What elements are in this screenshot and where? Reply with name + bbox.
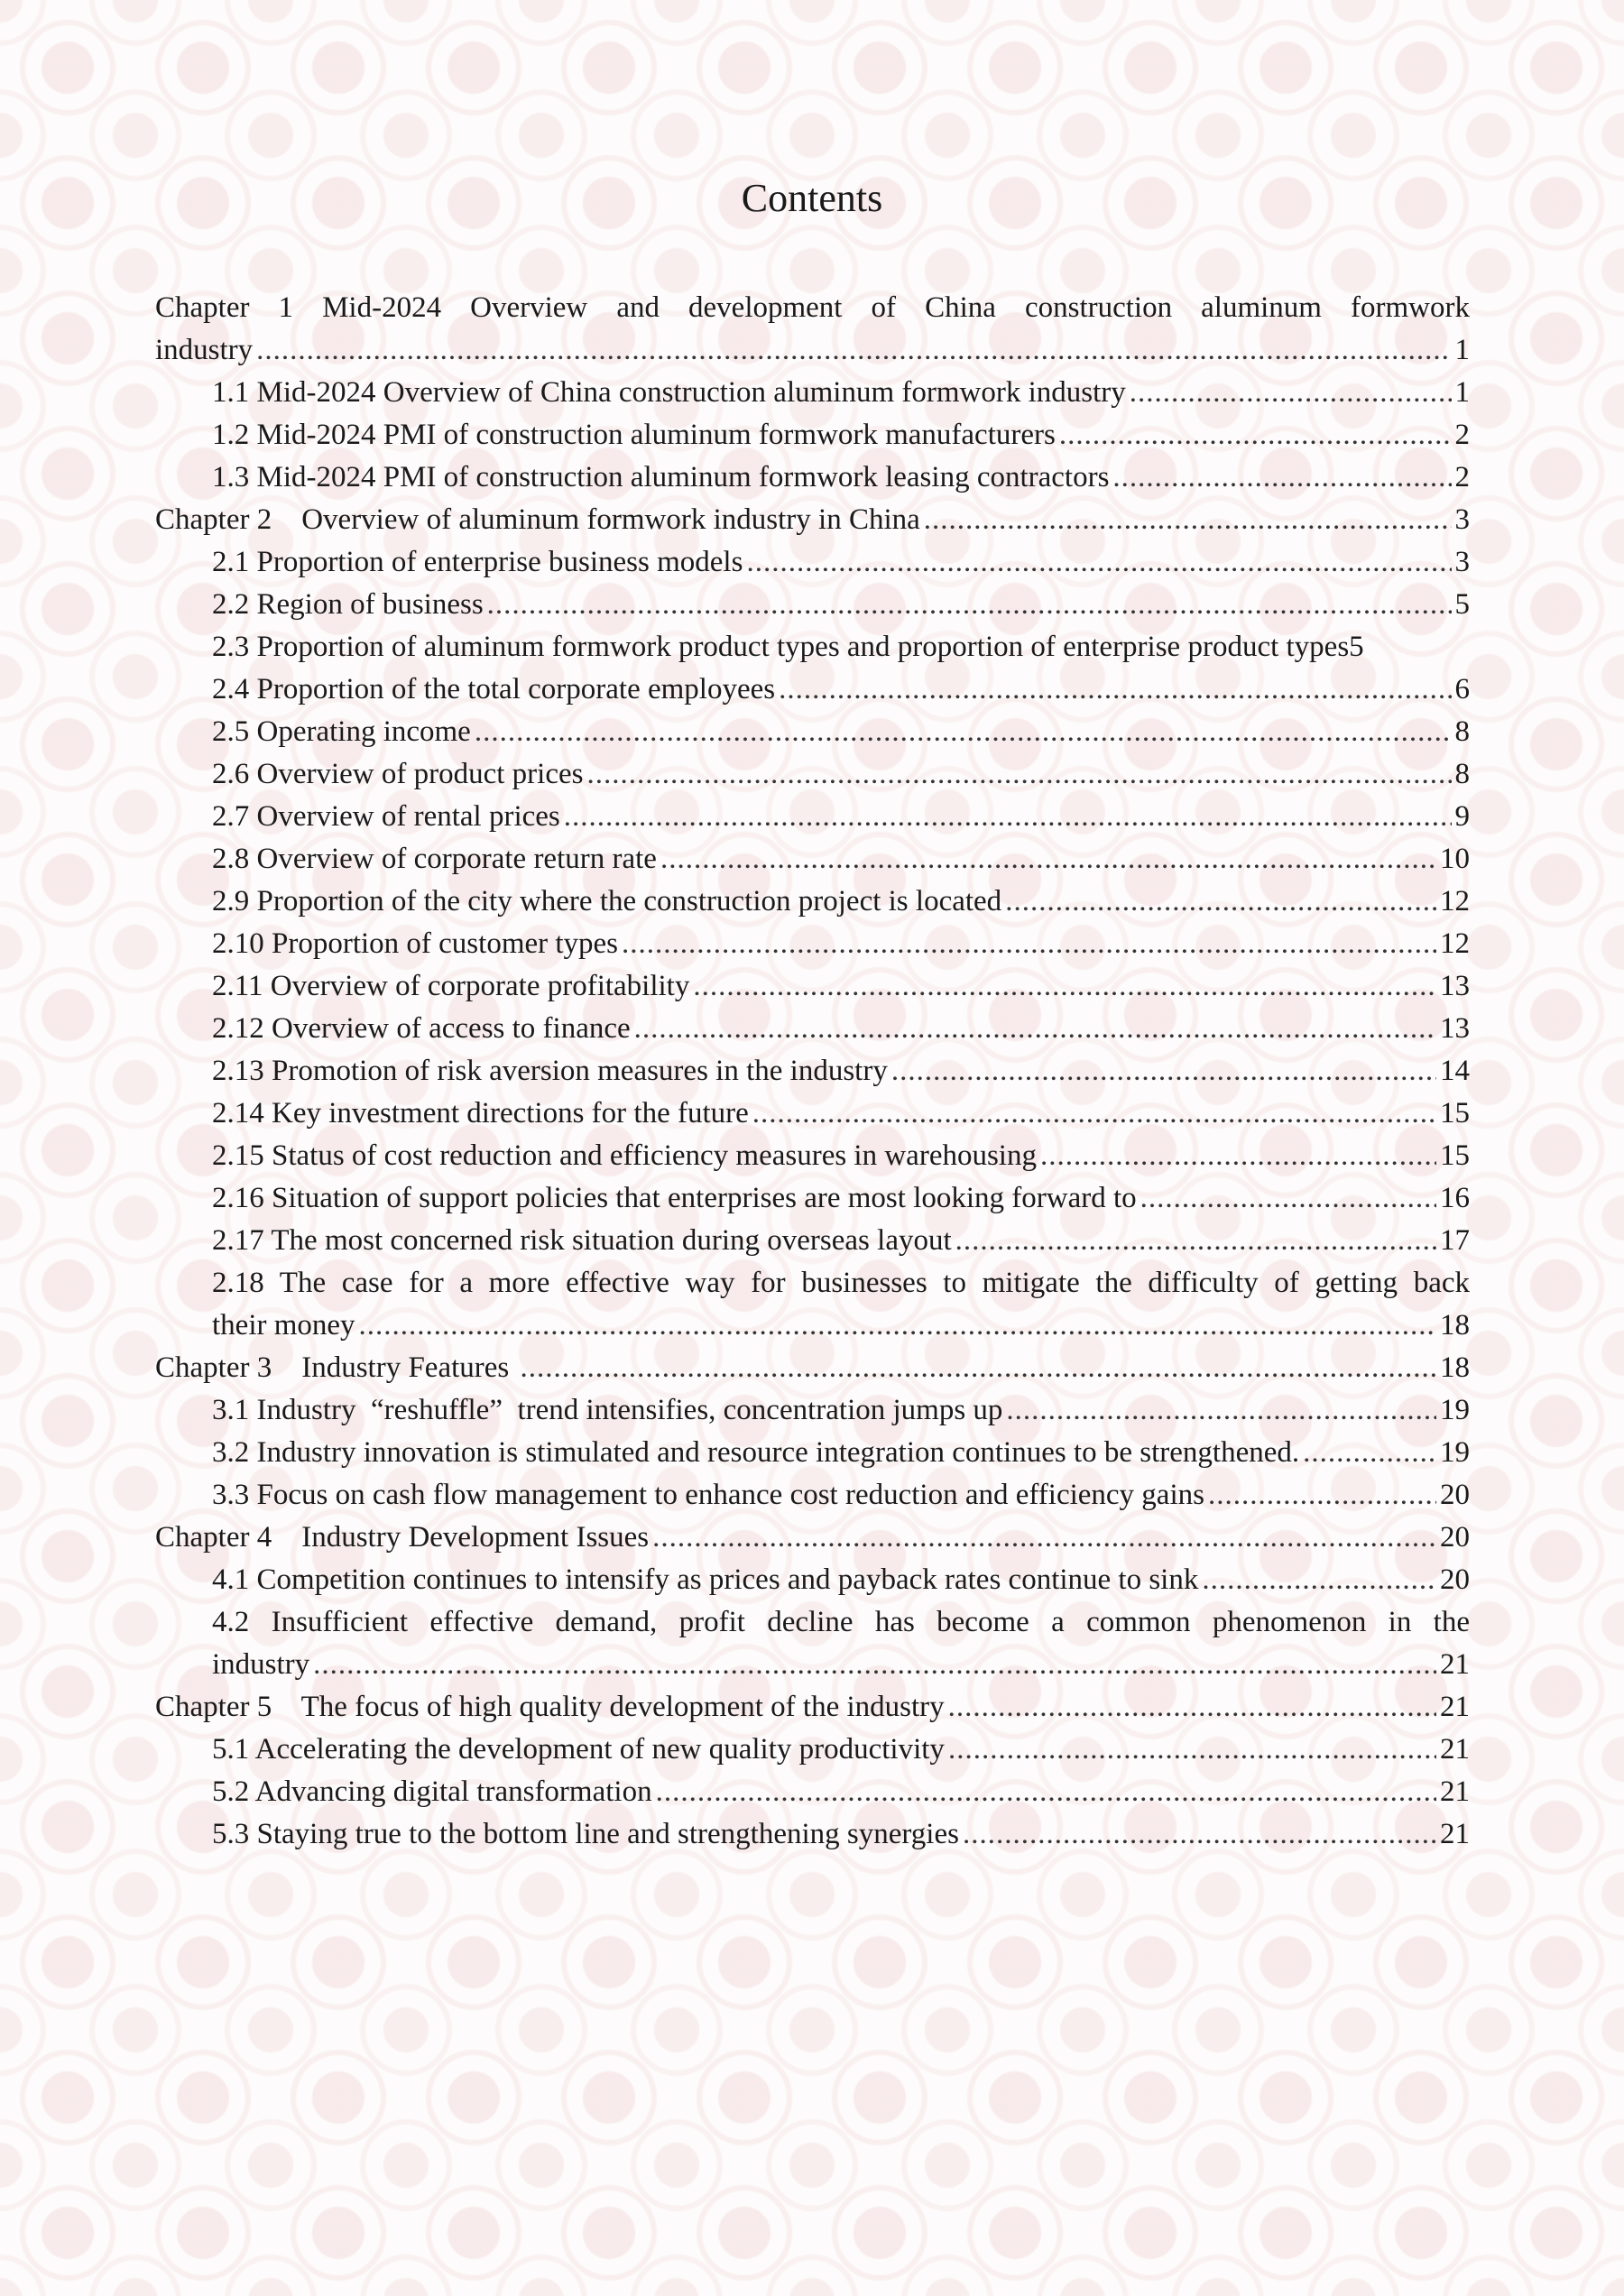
toc-page-number: 2: [1454, 461, 1470, 493]
toc-page-number: 1: [1454, 334, 1470, 366]
toc-entry-title: 2.1 Proportion of enterprise business models: [212, 546, 743, 578]
toc-entry-title: Chapter 4 Industry Development Issues: [155, 1521, 650, 1554]
toc-entry-title: 4.1 Competition continues to intensify as prices and payback rates continue to sink: [212, 1563, 1199, 1596]
toc-section-entry[interactable]: [155, 796, 1470, 838]
toc-page-number: 8: [1454, 715, 1470, 748]
toc-dot-leader: [359, 1305, 1436, 1347]
toc-page-number: 5: [1454, 588, 1470, 621]
toc-entry-title-line: 2.18 The case for a more effective way for businesses to mitigate the difficulty of getting back: [212, 1267, 1470, 1299]
toc-dot-leader: [487, 584, 1452, 626]
toc-entry-title: 1.3 Mid-2024 PMI of construction aluminum formwork leasing contractors: [212, 461, 1110, 493]
toc-page-number: 3: [1454, 503, 1470, 536]
toc-dot-leader: [1005, 881, 1436, 923]
toc-section-entry[interactable]: [155, 1771, 1470, 1813]
toc-entry-title: 2.4 Proportion of the total corporate employees: [212, 673, 776, 705]
toc-section-entry[interactable]: [155, 1559, 1470, 1601]
toc-chapter-entry[interactable]: [155, 1686, 1470, 1729]
toc-dot-leader: [1059, 414, 1452, 456]
toc-entry-title-line: Chapter 1 Mid-2024 Overview and development of China construction aluminum formwork: [155, 291, 1470, 324]
toc-section-entry[interactable]: [155, 923, 1470, 965]
toc-section-entry[interactable]: [155, 1220, 1470, 1262]
toc-page-number: 18: [1440, 1351, 1470, 1384]
toc-dot-leader: [256, 329, 1451, 372]
toc-entry-title: 3.3 Focus on cash flow management to enhance cost reduction and efficiency gains: [212, 1479, 1204, 1511]
toc-entry-title: 2.10 Proportion of customer types: [212, 927, 619, 960]
toc-entry-title: 3.1 Industry “reshuffle” trend intensifies, concentration jumps up: [212, 1394, 1003, 1426]
toc-entry-title: 2.13 Promotion of risk aversion measures in the industry: [212, 1055, 888, 1087]
toc-section-entry[interactable]: [155, 1601, 1470, 1686]
toc-page-number: 18: [1440, 1309, 1470, 1342]
toc-page-number: 20: [1440, 1521, 1470, 1554]
toc-dot-leader: [752, 1093, 1436, 1135]
toc-entry-title: 3.2 Industry innovation is stimulated and resource integration continues to be strengthened.: [212, 1436, 1300, 1469]
table-of-contents: [155, 287, 1470, 1856]
toc-entry-title: Chapter 2 Overview of aluminum formwork industry in China: [155, 503, 920, 536]
toc-section-entry[interactable]: [155, 1813, 1470, 1856]
toc-dot-leader: [891, 1050, 1436, 1093]
toc-page-number: 21: [1440, 1691, 1470, 1723]
toc-page-number: 1: [1454, 376, 1470, 409]
toc-section-entry[interactable]: [155, 1135, 1470, 1177]
toc-section-entry[interactable]: [155, 414, 1470, 456]
toc-section-entry[interactable]: [155, 1389, 1470, 1432]
toc-chapter-entry[interactable]: [155, 1517, 1470, 1559]
toc-section-entry[interactable]: [155, 1729, 1470, 1771]
toc-dot-leader: [746, 541, 1451, 584]
toc-section-entry[interactable]: [155, 838, 1470, 881]
toc-entry-title: 2.11 Overview of corporate profitability: [212, 970, 690, 1002]
toc-entry-title: 2.16 Situation of support policies that enterprises are most looking forward to: [212, 1182, 1137, 1214]
toc-page-number: 10: [1440, 843, 1470, 875]
toc-section-entry[interactable]: [155, 626, 1470, 669]
toc-entry-title: 2.2 Region of business: [212, 588, 484, 621]
toc-page-number: 21: [1440, 1648, 1470, 1681]
toc-section-entry[interactable]: [155, 1432, 1470, 1474]
toc-dot-leader: [1303, 1432, 1436, 1474]
toc-dot-leader: [1208, 1474, 1436, 1517]
toc-dot-leader: [924, 499, 1452, 541]
toc-entry-title: industry: [212, 1648, 310, 1681]
toc-dot-leader: [1040, 1135, 1436, 1177]
toc-entry-title: 2.14 Key investment directions for the future: [212, 1097, 749, 1130]
toc-entry-title: 1.2 Mid-2024 PMI of construction aluminum formwork manufacturers: [212, 419, 1056, 451]
toc-chapter-entry[interactable]: [155, 499, 1470, 541]
toc-entry-title: 2.12 Overview of access to finance: [212, 1012, 631, 1045]
toc-section-entry[interactable]: [155, 1008, 1470, 1050]
toc-entry-title: industry: [155, 334, 254, 366]
toc-page-number: 12: [1440, 885, 1470, 917]
toc-dot-leader: [1112, 456, 1451, 499]
toc-dot-leader: [779, 669, 1451, 711]
toc-page-number: 12: [1440, 927, 1470, 960]
toc-dot-leader: [1130, 372, 1452, 414]
toc-section-entry[interactable]: [155, 669, 1470, 711]
toc-page-number: 16: [1440, 1182, 1470, 1214]
toc-section-entry[interactable]: [155, 881, 1470, 923]
toc-page-number: 19: [1440, 1394, 1470, 1426]
toc-dot-leader: [652, 1517, 1436, 1559]
toc-page-number: 3: [1454, 546, 1470, 578]
toc-chapter-entry[interactable]: [155, 1347, 1470, 1389]
toc-entry-title: their money: [212, 1309, 355, 1342]
toc-page-number: 21: [1440, 1775, 1470, 1808]
page-title: Contents: [741, 176, 883, 220]
toc-dot-leader: [586, 753, 1451, 796]
toc-dot-leader: [634, 1008, 1436, 1050]
toc-page-number: 13: [1440, 1012, 1470, 1045]
toc-dot-leader: [948, 1686, 1436, 1729]
toc-section-entry[interactable]: [155, 1093, 1470, 1135]
toc-dot-leader: [660, 838, 1436, 881]
toc-entry-title: Chapter 3 Industry Features: [155, 1351, 517, 1384]
toc-entry-title: 2.9 Proportion of the city where the construction project is located: [212, 885, 1002, 917]
toc-page-number: 19: [1440, 1436, 1470, 1469]
toc-entry-title: 5.1 Accelerating the development of new quality productivity: [212, 1733, 945, 1766]
toc-page-number: 14: [1440, 1055, 1470, 1087]
toc-page-number: 17: [1440, 1224, 1470, 1257]
toc-section-entry[interactable]: [155, 711, 1470, 753]
toc-entry-title: 5.2 Advancing digital transformation: [212, 1775, 652, 1808]
toc-dot-leader: [475, 711, 1452, 753]
toc-section-entry[interactable]: [155, 1177, 1470, 1220]
toc-page-number: 9: [1454, 800, 1470, 833]
toc-dot-leader: [564, 796, 1452, 838]
toc-entry-title: 2.6 Overview of product prices: [212, 758, 584, 790]
toc-page-number: 21: [1440, 1818, 1470, 1850]
toc-entry-title: 5.3 Staying true to the bottom line and strengthening synergies: [212, 1818, 959, 1850]
toc-section-entry[interactable]: [155, 584, 1470, 626]
toc-section-entry[interactable]: [155, 753, 1470, 796]
toc-section-entry[interactable]: [155, 541, 1470, 584]
toc-entry-title: 2.17 The most concerned risk situation during overseas layout: [212, 1224, 952, 1257]
toc-entry-title: 1.1 Mid-2024 Overview of China construction aluminum formwork industry: [212, 376, 1126, 409]
toc-entry-title: 2.3 Proportion of aluminum formwork product types and proportion of enterprise product types5: [212, 631, 1364, 663]
toc-section-entry[interactable]: [155, 1474, 1470, 1517]
toc-dot-leader: [521, 1347, 1437, 1389]
toc-chapter-entry[interactable]: [155, 287, 1470, 372]
toc-dot-leader: [955, 1220, 1436, 1262]
toc-dot-leader: [313, 1644, 1436, 1686]
toc-entry-title: Chapter 5 The focus of high quality development of the industry: [155, 1691, 945, 1723]
toc-dot-leader: [656, 1771, 1436, 1813]
toc-section-entry[interactable]: [155, 1050, 1470, 1093]
toc-entry-title-line: 4.2 Insufficient effective demand, profit decline has become a common phenomenon in the: [212, 1606, 1470, 1638]
toc-entry-title: 2.7 Overview of rental prices: [212, 800, 560, 833]
toc-page-number: 6: [1454, 673, 1470, 705]
toc-dot-leader: [1006, 1389, 1436, 1432]
toc-section-entry[interactable]: [155, 965, 1470, 1008]
toc-dot-leader: [622, 923, 1436, 965]
toc-dot-leader: [1202, 1559, 1436, 1601]
toc-page-number: 13: [1440, 970, 1470, 1002]
toc-section-entry[interactable]: [155, 1262, 1470, 1347]
toc-dot-leader: [1140, 1177, 1436, 1220]
toc-page-number: 20: [1440, 1479, 1470, 1511]
toc-dot-leader: [963, 1813, 1436, 1856]
toc-section-entry[interactable]: [155, 456, 1470, 499]
toc-page-number: 2: [1454, 419, 1470, 451]
toc-entry-title: 2.5 Operating income: [212, 715, 471, 748]
toc-page-number: 15: [1440, 1097, 1470, 1130]
toc-page-number: 8: [1454, 758, 1470, 790]
toc-dot-leader: [948, 1729, 1436, 1771]
toc-page-number: 15: [1440, 1139, 1470, 1172]
toc-entry-title: 2.15 Status of cost reduction and efficiency measures in warehousing: [212, 1139, 1037, 1172]
toc-page-number: 20: [1440, 1563, 1470, 1596]
toc-page-number: 21: [1440, 1733, 1470, 1766]
toc-entry-title: 2.8 Overview of corporate return rate: [212, 843, 657, 875]
toc-dot-leader: [693, 965, 1436, 1008]
toc-section-entry[interactable]: [155, 372, 1470, 414]
